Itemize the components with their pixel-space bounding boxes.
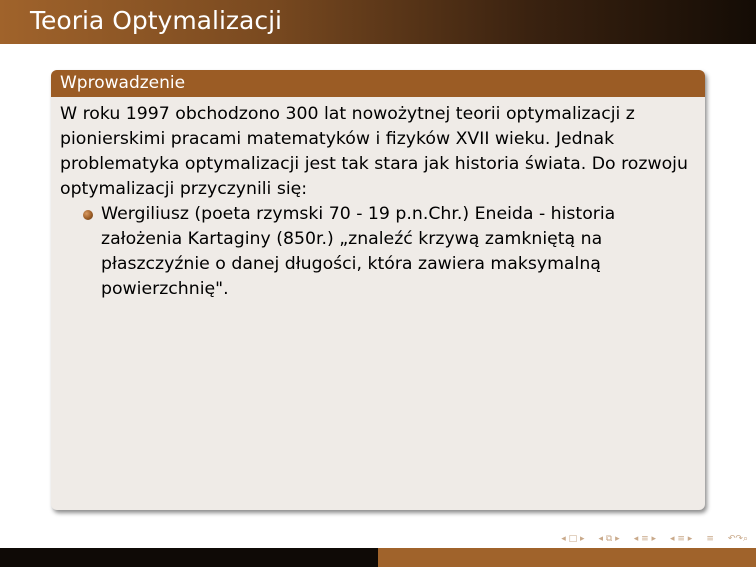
nav-align-icon[interactable]: ≡	[706, 534, 714, 544]
nav-section-icon[interactable]: ◂ ≡ ▸	[633, 534, 657, 544]
content-block	[51, 70, 705, 510]
nav-subsection-icon[interactable]: ◂ ≡ ▸	[670, 534, 693, 544]
body-text-line: problematyka optymalizacji jest tak stara jak historia świata. Do rozwoju	[60, 154, 688, 174]
list-item	[80, 202, 696, 302]
block-title: Wprowadzenie	[51, 70, 705, 97]
bullet-text-line: płaszczyźnie o danej długości, która zawiera maksymalną	[101, 254, 601, 274]
frame-title: Teoria Optymalizacji	[30, 6, 282, 35]
nav-first-icon[interactable]: ◂ □ ▸	[561, 534, 585, 544]
block-body	[51, 97, 705, 302]
frame-title-bar	[0, 0, 756, 44]
bullet-list	[60, 202, 696, 302]
bullet-text-line: założenia Kartaginy (850r.) „znaleźć krzywą zamkniętą na	[101, 229, 603, 249]
body-text-line: optymalizacji przyczynili się:	[60, 179, 308, 199]
beamer-navigation-bar	[561, 531, 748, 547]
bullet-text-line: powierzchnię".	[101, 279, 229, 299]
bullet-text-line: Wergiliusz (poeta rzymski 70 - 19 p.n.Chr.) Eneida - historia	[101, 204, 616, 224]
footer-bar	[0, 548, 756, 567]
footer-right	[378, 548, 756, 567]
nav-frame-icon[interactable]: ◂ ⧉ ▸	[598, 534, 620, 544]
nav-search-icon[interactable]: ↶↷⌕	[727, 534, 748, 544]
body-text-line: W roku 1997 obchodzono 300 lat nowożytnej teorii optymalizacji z	[60, 104, 635, 124]
footer-left	[0, 548, 378, 567]
bullet-icon	[83, 210, 93, 220]
body-text-line: pionierskimi pracami matematyków i fizyków XVII wieku. Jednak	[60, 129, 615, 149]
